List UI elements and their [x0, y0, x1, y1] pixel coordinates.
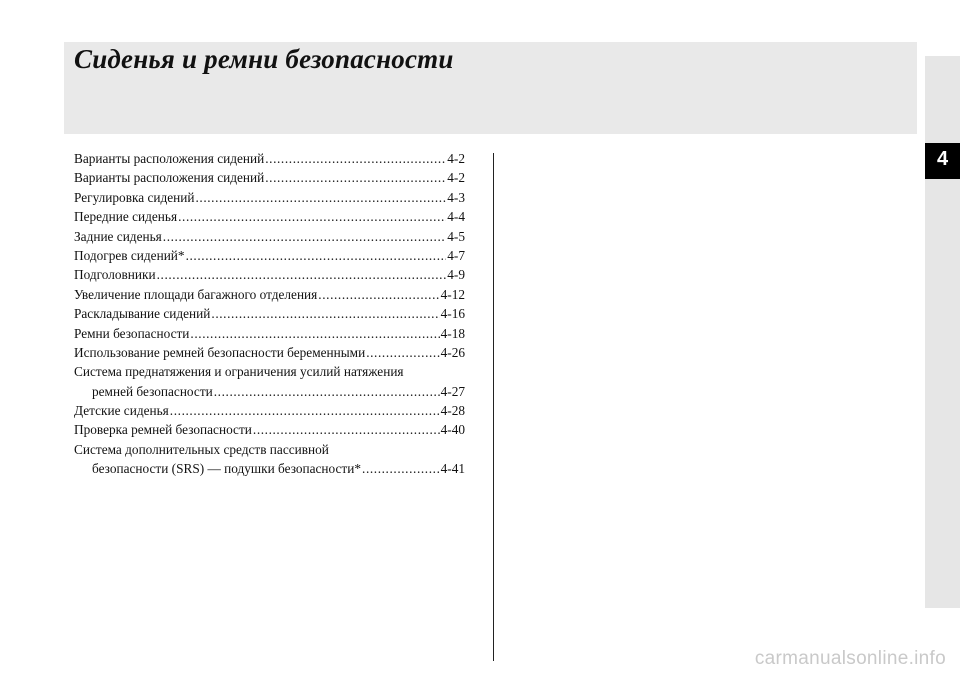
toc-entry-title: Детские сиденья — [74, 403, 169, 419]
toc-entry[interactable] — [74, 304, 465, 323]
toc-entry-page: 4-40 — [440, 422, 465, 438]
toc-entry-title: Проверка ремней безопасности — [74, 422, 252, 438]
toc-entry[interactable] — [74, 265, 465, 284]
toc-leader-dots — [366, 343, 439, 362]
side-thumb-strip — [925, 56, 960, 608]
chapter-number: 4 — [936, 148, 949, 170]
toc-entry-page: 4-2 — [447, 151, 465, 166]
toc-entry-title: Подголовники — [74, 267, 156, 283]
toc-entry-page: 4-12 — [440, 286, 465, 302]
toc-leader-dots — [362, 459, 440, 478]
toc-entry-title: Варианты расположения сидений — [74, 170, 265, 186]
toc-entry[interactable] — [74, 188, 465, 207]
toc-entry-page: 4-28 — [440, 403, 465, 419]
toc-entry[interactable] — [74, 149, 465, 168]
toc-leader-dots — [163, 227, 446, 246]
toc-entry[interactable] — [74, 420, 465, 439]
toc-entry-title: Регулировка сидений — [74, 189, 195, 205]
toc-entry[interactable] — [74, 246, 465, 265]
toc-entry-title: Задние сиденья — [74, 228, 162, 244]
watermark: carmanualsonline.info — [754, 648, 946, 669]
toc-entry-page: 4-18 — [440, 325, 465, 341]
toc-leader-dots — [265, 168, 446, 187]
toc-entry[interactable] — [74, 382, 465, 401]
toc-entry-title: ремней безопасности — [92, 383, 213, 399]
toc-entry-title: Раскладывание сидений — [74, 306, 211, 322]
toc-leader-dots — [157, 265, 447, 284]
toc-entry[interactable] — [74, 401, 465, 420]
toc-entry-page: 4-2 — [447, 170, 465, 186]
toc-entry-page: 4-3 — [447, 189, 465, 205]
toc-leader-dots — [214, 382, 440, 401]
toc-entry-title: Варианты расположения сидений — [74, 151, 265, 166]
toc-entry-page: 4-9 — [447, 267, 465, 283]
toc-entry[interactable] — [74, 324, 465, 343]
toc-entry-page: 4-41 — [440, 461, 465, 477]
toc-leader-dots — [318, 285, 439, 304]
toc-leader-dots — [186, 246, 447, 265]
toc-entry[interactable] — [74, 207, 465, 226]
toc-entry[interactable] — [74, 459, 465, 478]
chapter-title: Сиденья и ремни безопасности — [74, 44, 454, 74]
toc-leader-dots — [211, 304, 439, 323]
toc-entry-page: 4-27 — [440, 383, 465, 399]
chapter-tab[interactable] — [925, 143, 960, 179]
toc-leader-dots — [253, 420, 440, 439]
toc-entry-title: Передние сиденья — [74, 209, 178, 225]
toc-entry[interactable] — [74, 227, 465, 246]
toc-leader-dots — [195, 188, 446, 207]
toc-leader-dots — [265, 149, 446, 168]
chapter-header — [64, 42, 917, 134]
toc-leader-dots — [178, 207, 446, 226]
toc-entry-page: 4-5 — [447, 228, 465, 244]
toc-entry-title-line1[interactable]: Система преднатяжения и ограничения усилий натяжения — [74, 364, 404, 380]
toc-entry[interactable] — [74, 285, 465, 304]
toc-entry-page: 4-7 — [447, 247, 465, 263]
column-divider — [493, 153, 494, 661]
toc-entry-title-line1[interactable]: Система дополнительных средств пассивной — [74, 441, 329, 457]
toc-entry[interactable] — [74, 343, 465, 362]
toc-entry-page: 4-16 — [440, 306, 465, 322]
toc-entry-page: 4-4 — [447, 209, 465, 225]
toc-entry-title: Увеличение площади багажного отделения — [74, 286, 318, 302]
table-of-contents — [74, 149, 465, 479]
toc-leader-dots — [170, 401, 440, 420]
toc-entry[interactable] — [74, 168, 465, 187]
toc-leader-dots — [190, 324, 439, 343]
toc-entry-page: 4-26 — [440, 344, 465, 360]
toc-entry-title: Ремни безопасности — [74, 325, 190, 341]
toc-entry-title: безопасности (SRS) — подушки безопасности* — [92, 461, 362, 477]
toc-entry-title: Использование ремней безопасности беременными — [74, 344, 366, 360]
toc-entry-title: Подогрев сидений* — [74, 247, 185, 263]
